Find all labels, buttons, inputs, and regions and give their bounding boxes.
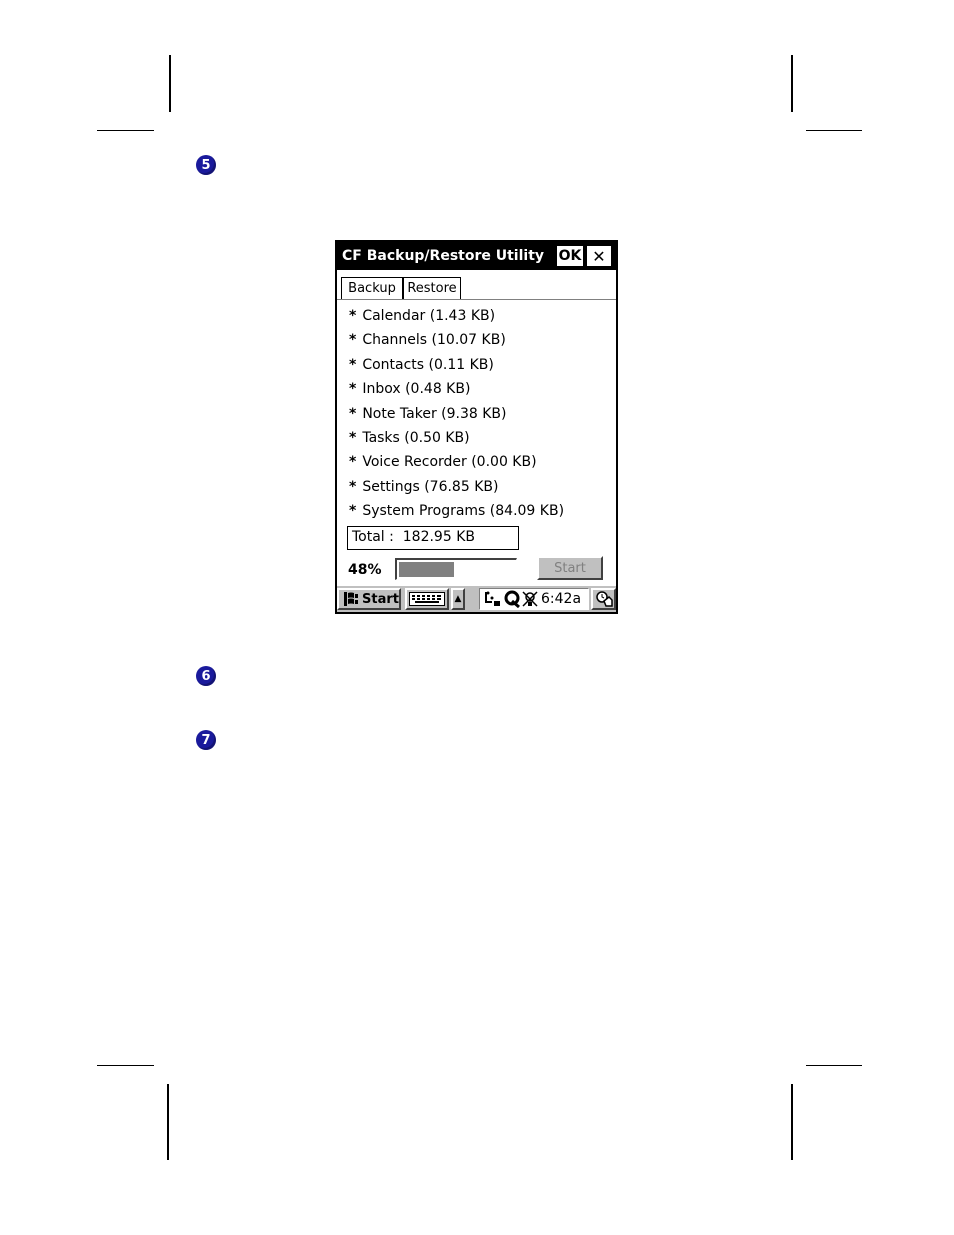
windows-flag-icon [342,591,360,607]
tab-backup[interactable]: Backup [341,277,403,299]
progress-fill [399,562,454,577]
step-5-marker: 5 [196,155,216,175]
title-bar [337,242,616,270]
list-item: * Inbox (0.48 KB) [349,381,471,398]
tab-restore[interactable]: Restore [403,277,461,299]
crop-mark-top-left-v [169,55,171,112]
step-7-marker: 7 [196,730,216,750]
progress-bar [395,558,517,580]
connection-icon[interactable] [483,590,503,608]
crop-mark-bottom-right-h [806,1065,862,1066]
taskbar [337,585,616,612]
list-item: * Voice Recorder (0.00 KB) [349,454,537,471]
chevron-up-icon: ▲ [454,594,462,604]
progress-percent: 48% [348,562,382,578]
total-size-field: Total : 182.95 KB [347,526,519,550]
close-button[interactable] [587,246,611,266]
crop-mark-top-right-v [791,55,793,112]
crop-mark-top-right-h [806,130,862,131]
tab-divider [337,299,616,300]
system-tray [479,588,589,610]
input-panel-arrow[interactable] [451,588,465,610]
list-item: * Settings (76.85 KB) [349,478,499,495]
list-item: * Channels (10.07 KB) [349,332,506,349]
list-item: * Note Taker (9.38 KB) [349,405,507,422]
crop-mark-bottom-right-v [791,1084,793,1160]
crop-mark-bottom-left-v [167,1084,169,1160]
keyboard-icon [409,592,445,606]
backup-item-list [349,306,564,526]
keyboard-button[interactable] [405,588,449,610]
crop-mark-top-left-h [97,130,154,131]
list-item: * Calendar (1.43 KB) [349,308,496,324]
window-title: CF Backup/Restore Utility [342,248,545,264]
ok-button[interactable]: OK [558,248,582,264]
crop-mark-bottom-left-h [97,1065,154,1066]
desktop-icon [595,590,613,608]
desktop-button[interactable] [591,588,616,610]
clock[interactable]: 6:42a [541,591,582,607]
list-item: * Contacts (0.11 KB) [349,356,494,373]
q-icon[interactable] [503,590,521,608]
list-item: * System Programs (84.09 KB) [349,503,565,520]
start-label: Start [362,591,399,607]
start-menu-button[interactable] [337,588,401,610]
close-icon: ✕ [592,246,606,266]
step-6-marker: 6 [196,666,216,686]
device-screen [335,240,618,614]
list-item: * Tasks (0.50 KB) [349,429,470,446]
start-backup-button[interactable]: Start [537,556,603,580]
lightbulb-icon[interactable] [521,590,539,608]
